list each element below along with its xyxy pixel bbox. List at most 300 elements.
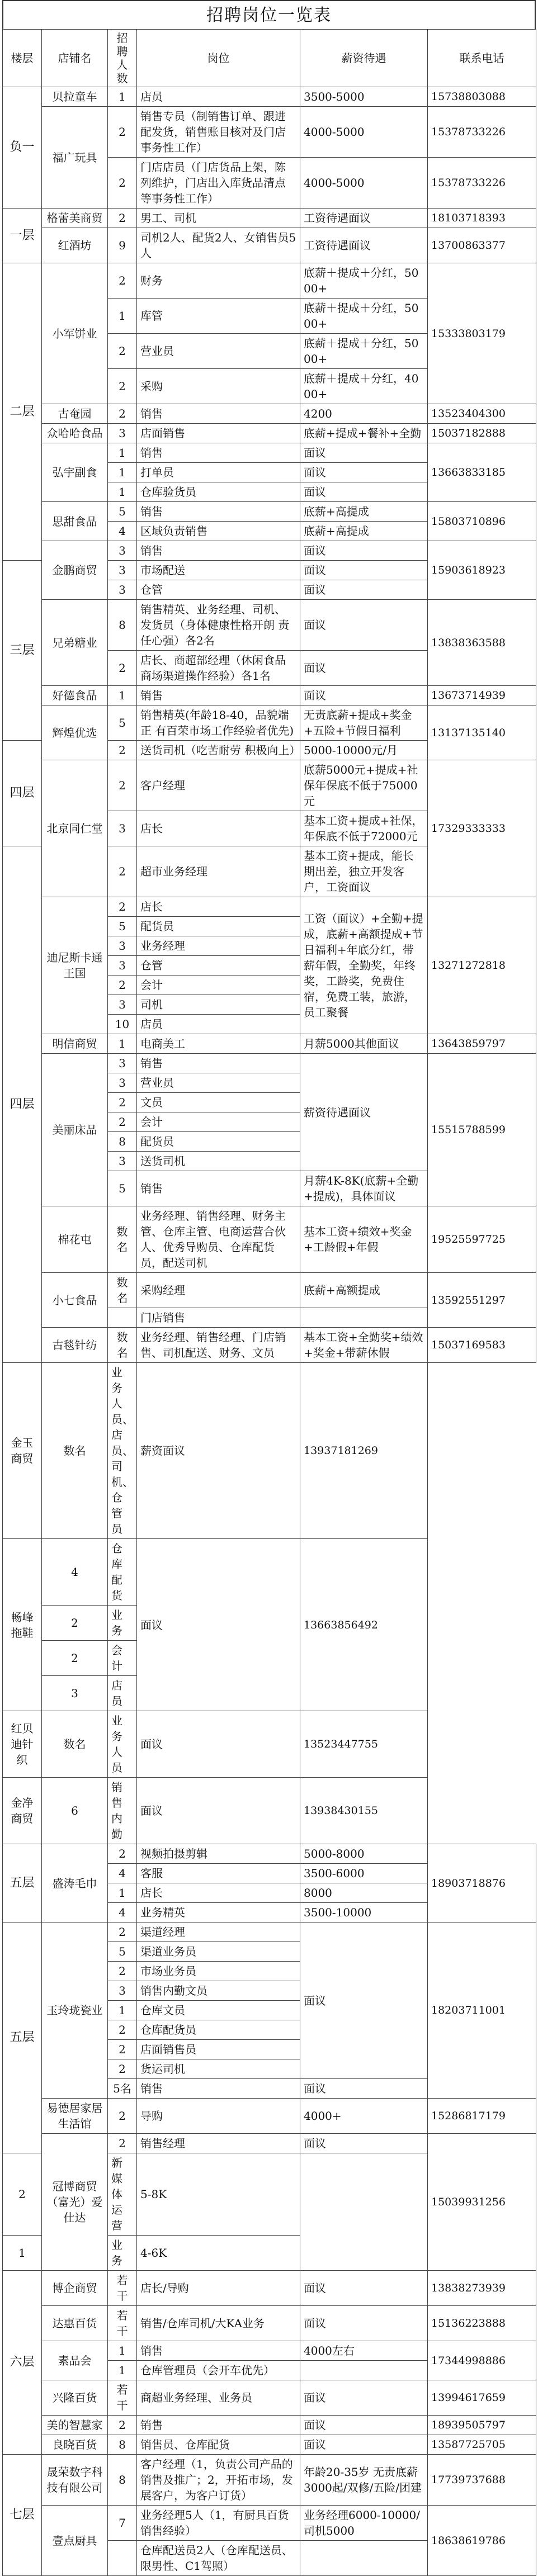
store-name-cell: 棉花屯 <box>42 1206 108 1273</box>
count-cell: 2 <box>108 263 137 299</box>
count-cell: 2 <box>108 158 137 209</box>
count-cell: 3 <box>108 995 137 1015</box>
position-cell: 门店店员（门店货品上架，陈列维护，门店出入库货品清点等事务性工作） <box>137 158 300 209</box>
position-cell: 营业员 <box>137 334 300 369</box>
position-cell: 送货司机（吃苦耐劳 积极向上） <box>137 741 300 760</box>
table-row <box>3 541 536 561</box>
salary-cell: 4000-5000 <box>300 107 428 158</box>
position-cell: 店员 <box>137 1015 300 1034</box>
floor-cell: 四层 <box>3 741 42 846</box>
count-cell: 2 <box>3 2153 42 2236</box>
table-row <box>3 1034 536 1054</box>
count-cell: 2 <box>108 2059 137 2079</box>
store-name-cell: 明信商贸 <box>42 1034 108 1054</box>
count-cell: 2 <box>108 846 137 897</box>
position-cell: 业务精英 <box>137 1903 300 1922</box>
position-cell: 采购 <box>137 369 300 404</box>
table-row <box>3 1054 536 1073</box>
table-row <box>3 263 536 299</box>
count-cell: 5 <box>108 1942 137 1962</box>
floor-cell: 七层 <box>3 2455 42 2576</box>
count-cell: 3 <box>108 424 137 443</box>
count-cell: 7 <box>108 2506 137 2541</box>
store-name-cell: 好德食品 <box>42 686 108 705</box>
store-name-cell: 美丽床品 <box>42 1054 108 1206</box>
salary-cell: 面议 <box>300 443 428 463</box>
position-cell: 超市业务经理 <box>137 846 300 897</box>
phone-cell: 13663833185 <box>428 443 536 502</box>
count-cell: 4 <box>108 1864 137 1883</box>
phone-cell: 13592551297 <box>428 1273 536 1328</box>
store-name-cell: 格蕾美商贸 <box>42 209 108 228</box>
position-cell: 市场业务员 <box>137 1962 300 1981</box>
count-cell: 2 <box>108 404 137 424</box>
count-cell: 3 <box>108 1981 137 2001</box>
phone-cell: 18939505797 <box>428 2416 536 2435</box>
position-cell: 店长/导购 <box>137 2271 300 2306</box>
count-cell: 1 <box>108 87 137 107</box>
salary-cell: 工资（面议）+全勤+提成，底薪+高额提成+节日福利+年底分红，带薪年假，全勤奖，年终奖，工龄奖，免费住宿，免费工装，旅游，员工聚餐 <box>300 897 428 1034</box>
salary-cell <box>300 1308 428 1328</box>
phone-cell: 13137135140 <box>428 705 536 760</box>
salary-cell: 5000-10000元/月 <box>300 741 428 760</box>
table-row <box>3 2099 536 2134</box>
count-cell: 2 <box>108 741 137 760</box>
phone-cell: 19525597725 <box>428 1206 536 1273</box>
position-cell: 业务经理、销售经理、财务主管、仓库主管、电商运营合伙人、优秀导购员、仓库配货员，配送司机 <box>137 1206 300 1273</box>
store-name-cell: 小军饼业 <box>42 263 108 404</box>
page-title: 招聘岗位一览表 <box>2 0 536 29</box>
salary-cell: 底薪＋提成＋分红，4000+ <box>300 369 428 404</box>
salary-cell: 面议 <box>137 1539 300 1711</box>
position-cell: 市场配送 <box>137 561 300 580</box>
phone-cell: 17739737688 <box>428 2455 536 2506</box>
store-name-cell: 金玉商贸 <box>3 1363 42 1539</box>
position-cell: 销售 <box>137 502 300 522</box>
position-cell: 司机 <box>137 995 300 1015</box>
phone-cell: 17329333333 <box>428 760 536 897</box>
count-cell: 3 <box>108 956 137 976</box>
count-cell: 2 <box>108 107 137 158</box>
position-cell: 会计 <box>137 976 300 995</box>
table-row <box>3 2435 536 2455</box>
position-cell: 电商美工 <box>137 1034 300 1054</box>
salary-cell: 8000 <box>300 1883 428 1903</box>
position-cell: 业务人员 <box>108 1711 137 1778</box>
position-cell: 业务人员、店员、司机、仓管员 <box>108 1363 137 1539</box>
position-cell: 销售经理 <box>137 2134 300 2153</box>
store-name-cell: 贝拉童车 <box>42 87 108 107</box>
position-cell: 财务 <box>137 263 300 299</box>
phone-cell: 15037182888 <box>428 424 536 443</box>
count-cell: 若干 <box>108 2271 137 2306</box>
count-cell: 2 <box>108 1844 137 1864</box>
position-cell: 业务 <box>108 2236 137 2271</box>
header-store: 店铺名 <box>42 30 108 87</box>
count-cell: 若干 <box>108 2306 137 2341</box>
position-cell: 文员 <box>137 1093 300 1112</box>
table-row <box>3 2455 536 2506</box>
salary-cell: 3500-6000 <box>300 1864 428 1883</box>
phone-cell: 13838273939 <box>428 2271 536 2306</box>
phone-cell: 13673714939 <box>428 686 536 705</box>
count-cell: 3 <box>108 541 137 561</box>
count-cell: 3 <box>108 1152 137 1171</box>
table-row <box>3 1778 536 1844</box>
store-name-cell: 晟荣数字科技有限公司 <box>42 2455 108 2506</box>
table-row <box>3 443 536 463</box>
floor-cell: 六层 <box>3 2271 42 2455</box>
phone-cell: 15903618923 <box>428 541 536 600</box>
salary-cell: 薪资待遇面议 <box>300 1054 428 1171</box>
phone-cell: 15378733226 <box>428 158 536 209</box>
count-cell: 2 <box>108 2040 137 2059</box>
phone-cell: 15037169583 <box>428 1328 536 1363</box>
store-name-cell: 畅峰拖鞋 <box>3 1539 42 1711</box>
position-cell: 销售 <box>137 541 300 561</box>
table-row <box>3 1206 536 1273</box>
count-cell: 1 <box>3 2236 42 2271</box>
salary-cell: 业务经理6000-10000/司机5000 <box>300 2506 428 2541</box>
salary-cell: 底薪+高提成 <box>300 502 428 522</box>
position-cell: 仓库配送员2人（仓库配送员、限男性、C1驾照） <box>137 2541 300 2576</box>
phone-cell: 13938430155 <box>300 1778 428 1844</box>
count-cell: 4 <box>42 1539 108 1606</box>
position-cell: 销售 <box>137 2416 300 2435</box>
salary-cell: 面议 <box>300 686 428 705</box>
store-name-cell: 古奄园 <box>42 404 108 424</box>
position-cell: 业务经理5人（1，有厨具百货销售经验） <box>137 2506 300 2541</box>
position-cell: 店面销售员 <box>137 2040 300 2059</box>
salary-cell: 月薪4K-8K(底薪+全勤+提成)，具体面议 <box>300 1171 428 1206</box>
table-row <box>3 404 536 424</box>
count-cell: 1 <box>108 2001 137 2020</box>
floor-cell: 五层 <box>3 1844 42 1922</box>
salary-cell: 4000+ <box>300 2099 428 2134</box>
floor-cell: 五层 <box>3 1922 42 2153</box>
store-name-cell: 美的智慧家 <box>42 2416 108 2435</box>
store-name-cell: 兴隆百货 <box>42 2380 108 2416</box>
store-name-cell: 小七食品 <box>42 1273 108 1328</box>
recruitment-table <box>2 29 536 2576</box>
position-cell: 库管 <box>137 299 300 334</box>
count-cell: 3 <box>108 811 137 846</box>
store-name-cell: 红贝迪针织 <box>3 1711 42 1778</box>
count-cell: 5名 <box>108 2079 137 2099</box>
count-cell: 2 <box>42 1641 108 1676</box>
phone-cell: 15039931256 <box>428 2134 536 2271</box>
salary-cell: 底薪＋提成＋分红，5000+ <box>300 299 428 334</box>
position-cell: 店面销售 <box>137 424 300 443</box>
count-cell: 5 <box>108 705 137 741</box>
table-body <box>3 87 536 2576</box>
phone-cell: 13587725705 <box>428 2435 536 2455</box>
position-cell: 仓库验货员 <box>137 482 300 502</box>
count-cell: 1 <box>108 443 137 463</box>
position-cell: 配货员 <box>137 1132 300 1152</box>
count-cell: 8 <box>108 1132 137 1152</box>
store-name-cell: 壹点厨具 <box>42 2506 108 2576</box>
position-cell: 男工、司机 <box>137 209 300 228</box>
salary-cell: 薪资面议 <box>137 1363 300 1539</box>
position-cell: 客户经理 <box>137 760 300 811</box>
position-cell: 客户经理（1，负责公司产品的销售及推广；2，开拓市场，发展客户，为客户订货） <box>137 2455 300 2506</box>
header-count: 招聘 人数 <box>108 30 137 87</box>
count-cell: 3 <box>108 1054 137 1073</box>
count-cell: 若干 <box>108 2380 137 2416</box>
count-cell <box>108 1308 137 1328</box>
position-cell: 店长 <box>137 811 300 846</box>
salary-cell: 面议 <box>300 651 428 686</box>
phone-cell: 13838363588 <box>428 600 536 686</box>
count-cell: 2 <box>42 1606 108 1641</box>
store-name-cell: 思甜食品 <box>42 502 108 541</box>
position-cell: 销售 <box>137 1054 300 1073</box>
store-name-cell: 博企商贸 <box>42 2271 108 2306</box>
phone-cell: 15515788599 <box>428 1054 536 1206</box>
salary-cell: 3500-5000 <box>300 87 428 107</box>
store-name-cell: 玉玲珑瓷业 <box>42 1922 108 2099</box>
position-cell: 业务经理、销售经理、门店销售、司机配送、财务、文员 <box>137 1328 300 1363</box>
header-position: 岗位 <box>137 30 300 87</box>
phone-cell: 18903718876 <box>428 1844 536 1922</box>
store-name-cell: 金鹏商贸 <box>42 541 108 600</box>
store-name-cell: 福广玩具 <box>42 107 108 209</box>
count-cell: 2 <box>108 2020 137 2040</box>
phone-cell: 13523447755 <box>300 1711 428 1778</box>
salary-cell <box>300 2541 428 2576</box>
table-row <box>3 1539 536 1606</box>
table-row <box>3 1922 536 1942</box>
position-cell: 销售专员（制销售订单、跟进配发货，销售账目核对及门店事务性工作） <box>137 107 300 158</box>
store-name-cell: 兄弟糖业 <box>42 600 108 686</box>
table-row <box>3 209 536 228</box>
floor-cell: 二层 <box>3 263 42 561</box>
salary-cell: 基本工资+全勤奖+绩效+奖金+带薪休假 <box>300 1328 428 1363</box>
count-cell: 2 <box>108 209 137 228</box>
count-cell: 2 <box>108 2134 137 2153</box>
floor-cell: 负一 <box>3 87 42 209</box>
salary-cell: 底薪5000元+提成+社保年保底不低于75000元 <box>300 760 428 811</box>
store-name-cell: 素品会 <box>42 2341 108 2380</box>
floor-cell: 三层 <box>3 561 42 741</box>
store-name-cell: 迪尼斯卡通王国 <box>42 897 108 1034</box>
salary-cell: 4000左右 <box>300 2341 428 2361</box>
salary-cell: 面议 <box>300 2380 428 2416</box>
table-row <box>3 502 536 522</box>
position-cell: 销售 <box>137 443 300 463</box>
store-name-cell: 冠博商贸（富光）爱仕达 <box>42 2134 108 2271</box>
position-cell: 仓库配货 <box>108 1539 137 1606</box>
count-cell: 8 <box>108 2455 137 2506</box>
position-cell: 仓库配货员 <box>137 2020 300 2040</box>
count-cell: 2 <box>108 1922 137 1942</box>
count-cell: 5 <box>108 917 137 936</box>
floor-cell: 四层 <box>3 846 42 1363</box>
salary-cell: 底薪＋提成＋分红，5000+ <box>300 334 428 369</box>
position-cell: 销售/仓库司机/大KA业务 <box>137 2306 300 2341</box>
count-cell: 10 <box>108 1015 137 1034</box>
count-cell: 8 <box>108 600 137 651</box>
position-cell: 销售 <box>137 2341 300 2361</box>
salary-cell: 年龄20-35岁 无责底薪3000起/双修/五险/团建 <box>300 2455 428 2506</box>
phone-cell: 18103718393 <box>428 209 536 228</box>
table-row <box>3 1328 536 1363</box>
table-row <box>3 1363 536 1539</box>
count-cell: 数名 <box>108 1273 137 1308</box>
store-name-cell: 北京同仁堂 <box>42 760 108 897</box>
position-cell: 营业员 <box>137 1073 300 1093</box>
store-name-cell: 辉煌优选 <box>42 705 108 760</box>
position-cell: 销售精英、业务经理、司机、发货员（身体健康性格开朗 责任心强）各2名 <box>137 600 300 651</box>
count-cell: 1 <box>108 299 137 334</box>
store-name-cell: 众哈哈食品 <box>42 424 108 443</box>
position-cell: 渠道业务员 <box>137 1942 300 1962</box>
salary-cell: 5000-8000 <box>300 1844 428 1864</box>
count-cell: 6 <box>42 1778 108 1844</box>
position-cell: 商超业务经理、业务员 <box>137 2380 300 2416</box>
position-cell: 会计 <box>108 1641 137 1676</box>
store-name-cell: 金净商贸 <box>3 1778 42 1844</box>
position-cell: 销售 <box>137 2079 300 2099</box>
position-cell: 客服 <box>137 1864 300 1883</box>
table-row <box>3 87 536 107</box>
salary-cell: 面议 <box>137 1711 300 1778</box>
position-cell: 店长 <box>137 897 300 917</box>
salary-cell: 无责底薪+提成+奖金+五险+节假日福利 <box>300 705 428 741</box>
store-name-cell: 弘宇副食 <box>42 443 108 502</box>
count-cell: 5 <box>108 1171 137 1206</box>
salary-cell: 面议 <box>300 2416 428 2435</box>
position-cell: 仓管 <box>137 580 300 600</box>
position-cell: 销售内勤文员 <box>137 1981 300 2001</box>
count-cell: 2 <box>108 1093 137 1112</box>
salary-cell: 4200 <box>300 404 428 424</box>
count-cell: 数名 <box>108 1206 137 1273</box>
salary-cell: 基本工资+提成，能长期出差，独立开发客户，工资面议 <box>300 846 428 897</box>
salary-cell: 底薪＋提成＋分红，5000+ <box>300 263 428 299</box>
salary-cell: 底薪+高额提成 <box>300 1273 428 1308</box>
position-cell: 销售 <box>137 404 300 424</box>
table-row <box>3 107 536 158</box>
phone-cell: 13643859797 <box>428 1034 536 1054</box>
table-row <box>3 897 536 917</box>
salary-cell: 底薪+提成+餐补+全勤 <box>300 424 428 443</box>
table-row <box>3 1711 536 1778</box>
position-cell: 打单员 <box>137 463 300 482</box>
count-cell: 2 <box>108 2099 137 2134</box>
position-cell: 销售 <box>137 1171 300 1206</box>
phone-cell: 15333803179 <box>428 263 536 404</box>
store-name-cell: 盛涛毛巾 <box>42 1844 108 1922</box>
count-cell: 2 <box>108 2416 137 2435</box>
position-cell: 业务经理 <box>137 936 300 956</box>
phone-cell: 15286817179 <box>428 2099 536 2134</box>
count-cell: 8 <box>108 2435 137 2455</box>
table-row <box>3 2506 536 2541</box>
table-row <box>3 2271 536 2306</box>
table-row <box>3 1844 536 1864</box>
salary-cell: 工资待遇面议 <box>300 228 428 263</box>
table-row <box>3 1273 536 1308</box>
salary-cell: 面议 <box>300 561 428 580</box>
table-row <box>3 2416 536 2435</box>
position-cell: 区域负责销售 <box>137 522 300 541</box>
phone-cell: 15738803088 <box>428 87 536 107</box>
table-row <box>3 2134 536 2153</box>
salary-cell: 基本工资+绩效+奖金+工龄假+年假 <box>300 1206 428 1273</box>
salary-cell: 面议 <box>300 2271 428 2306</box>
salary-cell: 基本工资+提成+社保，年保底不低于72000元 <box>300 811 428 846</box>
count-cell: 9 <box>108 228 137 263</box>
count-cell: 2 <box>108 897 137 917</box>
count-cell: 1 <box>108 482 137 502</box>
phone-cell: 18203711001 <box>428 1922 536 2099</box>
count-cell: 数名 <box>42 1711 108 1778</box>
salary-cell: 4000-5000 <box>300 158 428 209</box>
table-row <box>3 686 536 705</box>
salary-cell: 面议 <box>300 482 428 502</box>
salary-cell: 面议 <box>300 580 428 600</box>
count-cell: 3 <box>108 1073 137 1093</box>
phone-cell: 15136223888 <box>428 2306 536 2341</box>
count-cell: 1 <box>108 1034 137 1054</box>
count-cell: 4 <box>108 1903 137 1922</box>
phone-cell: 13994617659 <box>428 2380 536 2416</box>
position-cell: 店长、商超部经理（休闲食品 商场渠道操作经验）各1名 <box>137 651 300 686</box>
header-salary: 薪资待遇 <box>300 30 428 87</box>
count-cell: 1 <box>108 686 137 705</box>
count-cell: 2 <box>108 760 137 811</box>
salary-cell: 面议 <box>300 2079 428 2099</box>
table-row <box>3 228 536 263</box>
table-row <box>3 2341 536 2361</box>
count-cell: 2 <box>108 1112 137 1132</box>
phone-cell: 13271272818 <box>428 897 536 1034</box>
salary-cell: 面议 <box>137 1778 300 1844</box>
table-row <box>3 705 536 741</box>
salary-cell: 面议 <box>300 2134 428 2153</box>
phone-cell: 17344998886 <box>428 2341 536 2380</box>
store-name-cell: 良晓百货 <box>42 2435 108 2455</box>
position-cell: 配货员 <box>137 917 300 936</box>
position-cell: 销售精英(年龄18-40，品貌端正 有百荣市场工作经验者优先) <box>137 705 300 741</box>
salary-cell: 面议 <box>300 600 428 651</box>
count-cell: 2 <box>108 651 137 686</box>
count-cell: 4 <box>108 522 137 541</box>
position-cell: 门店销售 <box>137 1308 300 1328</box>
position-cell: 采购经理 <box>137 1273 300 1308</box>
phone-cell: 18638619786 <box>428 2506 536 2576</box>
table-row <box>3 424 536 443</box>
count-cell: 3 <box>108 580 137 600</box>
salary-cell: 3500-10000 <box>300 1903 428 1922</box>
salary-cell: 面议 <box>300 1922 428 2079</box>
header-floor: 楼层 <box>3 30 42 87</box>
count-cell: 3 <box>108 936 137 956</box>
position-cell: 仓库文员 <box>137 2001 300 2020</box>
phone-cell: 13663856492 <box>300 1539 428 1711</box>
position-cell: 渠道经理 <box>137 1922 300 1942</box>
salary-cell: 面议 <box>300 541 428 561</box>
position-cell: 仓库管理员（会开车优先） <box>137 2361 300 2380</box>
count-cell: 2 <box>108 976 137 995</box>
position-cell: 视频拍摄剪辑 <box>137 1844 300 1864</box>
salary-cell: 面议 <box>300 2306 428 2341</box>
phone-cell: 13700863377 <box>428 228 536 263</box>
floor-cell: 一层 <box>3 209 42 263</box>
position-cell: 会计 <box>137 1112 300 1132</box>
